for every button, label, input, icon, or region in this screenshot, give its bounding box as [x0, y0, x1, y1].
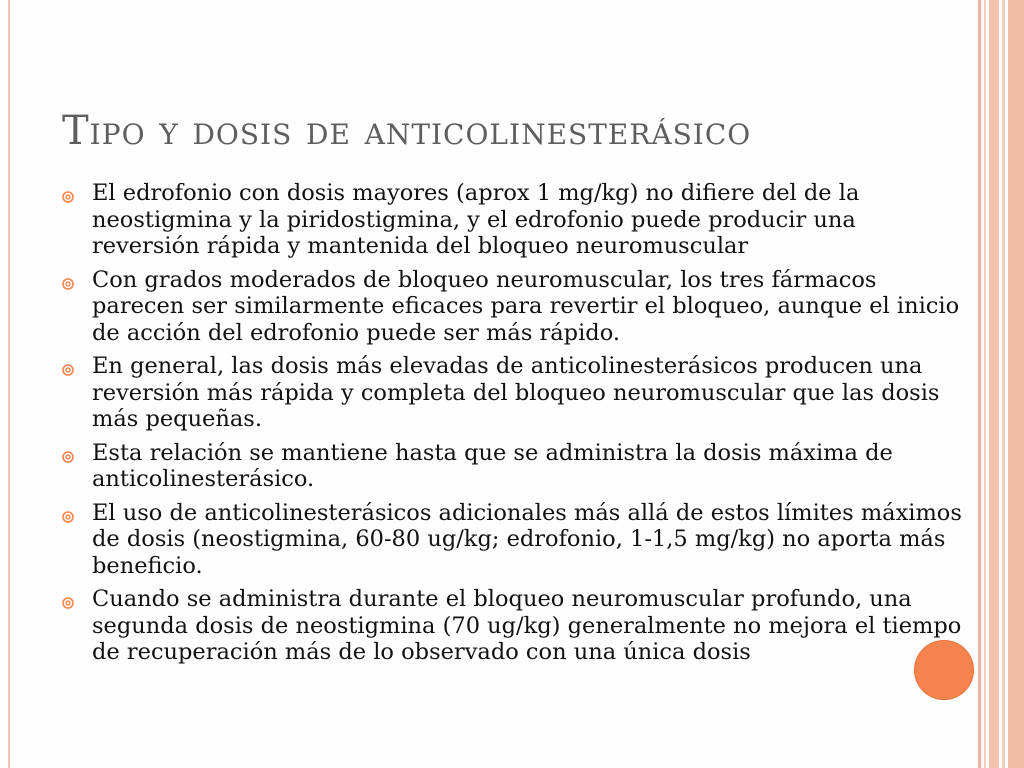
bullet-text: Cuando se administra durante el bloqueo neuromuscular profundo, una segunda dosis de neostigmina (70 ug/kg) generalmente no mejora el tiempo de recuperación más de lo observado con una única dosis: [92, 586, 962, 665]
right-decorative-stripe: [1002, 0, 1005, 768]
right-decorative-stripe: [978, 0, 981, 768]
double-ring-bullet-icon: [62, 597, 74, 609]
right-decorative-stripe: [984, 0, 986, 768]
double-ring-bullet-icon: [62, 364, 74, 376]
double-ring-bullet-icon: [62, 278, 74, 290]
orange-circle-decoration: [914, 640, 974, 700]
bullet-text: El uso de anticolinesterásicos adicionales más allá de estos límites máximos de dosis (neostigmina, 60-80 ug/kg; edrofonio, 1-1,5 mg/kg) no aporta más beneficio.: [92, 499, 962, 579]
bullet-item: [58, 500, 963, 580]
double-ring-bullet-icon: [62, 511, 74, 523]
bullet-item: [58, 440, 963, 493]
bullet-item: [58, 180, 963, 260]
bullet-text: En general, las dosis más elevadas de anticolinesterásicos producen una reversión más rápida y completa del bloqueo neuromuscular que las dosis más pequeñas.: [92, 353, 940, 432]
double-ring-bullet-icon: [62, 191, 74, 203]
bullet-item: [58, 586, 963, 666]
bullet-text: Con grados moderados de bloqueo neuromuscular, los tres fármacos parecen ser similarmente eficaces para revertir el bloqueo, aunque el inicio de acción del edrofonio puede ser más rápido.: [92, 266, 960, 346]
bullet-list: [58, 180, 963, 673]
bullet-item: [58, 267, 963, 347]
left-border-line: [8, 0, 10, 768]
bullet-item: [58, 353, 963, 433]
right-decorative-stripe: [989, 0, 999, 768]
bullet-text: El edrofonio con dosis mayores (aprox 1 mg/kg) no difiere del de la neostigmina y la piridostigmina, y el edrofonio puede producir una reversión rápida y mantenida del bloqueo neuromuscular: [92, 180, 860, 259]
slide-title: Tipo y dosis de anticolinesterásico: [62, 108, 752, 154]
double-ring-bullet-icon: [62, 451, 74, 463]
bullet-text: Esta relación se mantiene hasta que se administra la dosis máxima de anticolinesterásico.: [92, 439, 893, 492]
right-decorative-stripe: [1008, 0, 1024, 768]
